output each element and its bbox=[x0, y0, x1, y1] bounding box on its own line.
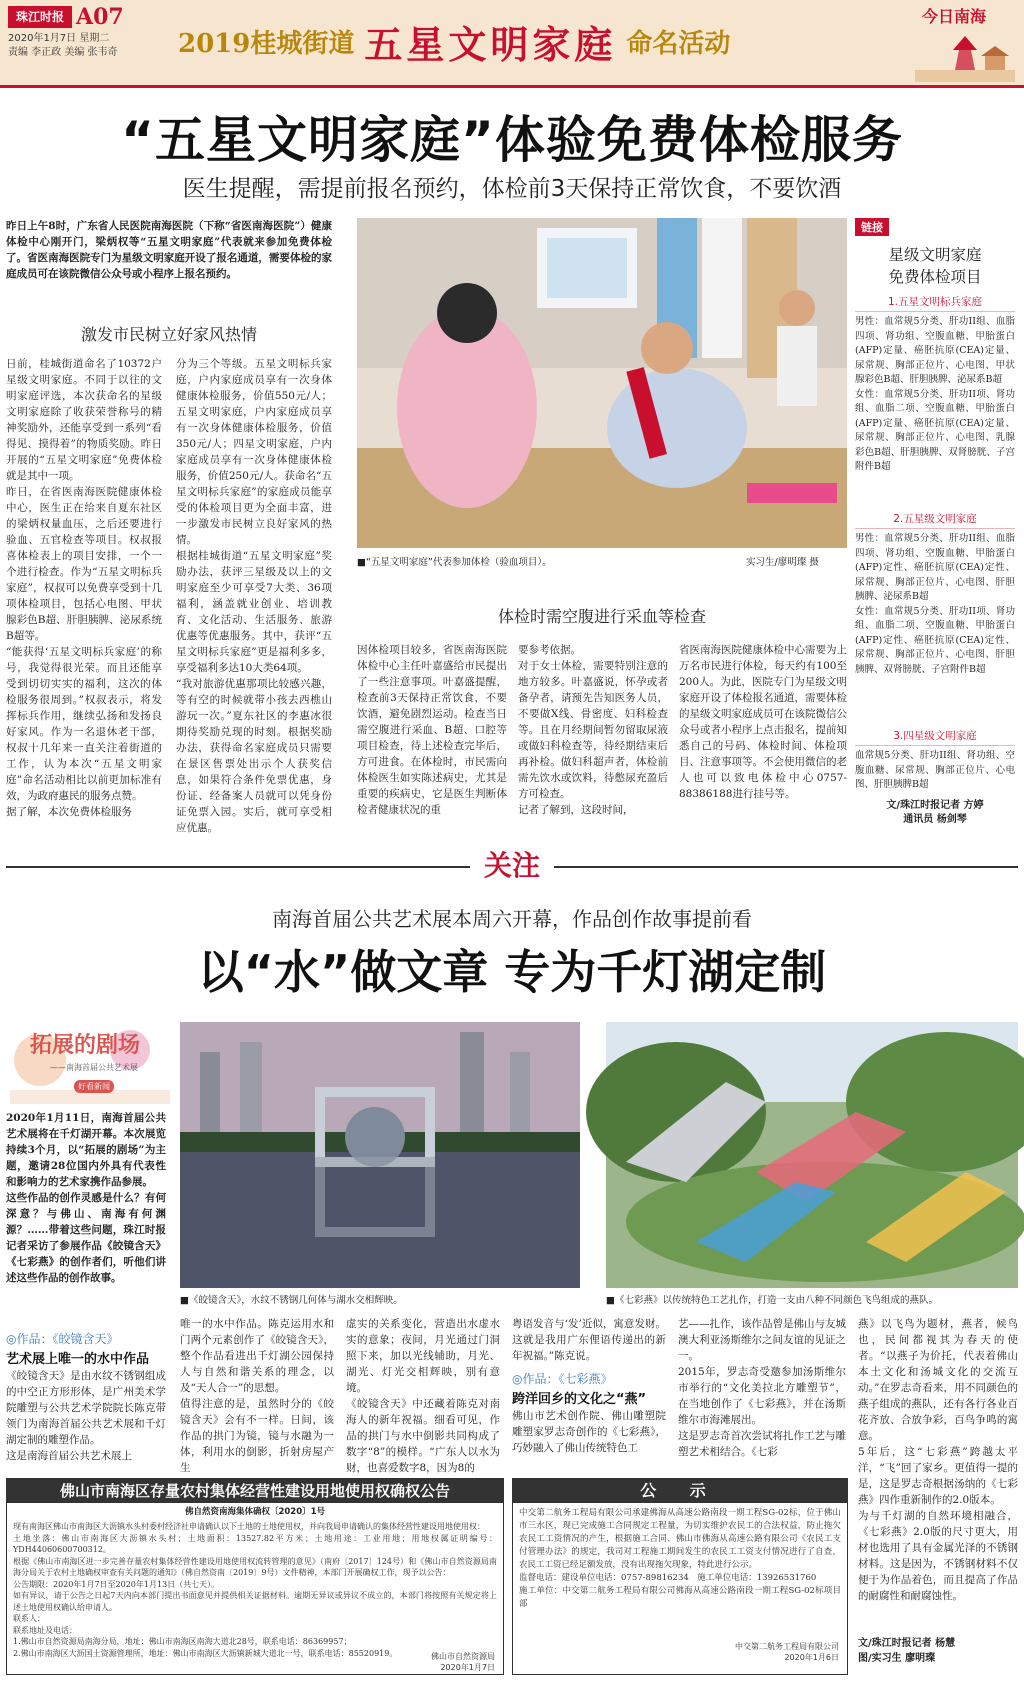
campaign-part1: 2019桂城街道 bbox=[178, 28, 355, 59]
notice1-title: 佛山市南海区存量农村集体经营性建设用地使用权确权公告 bbox=[7, 1479, 503, 1503]
campaign-part2: 五星文明家庭 bbox=[364, 21, 617, 67]
section1-title: 激发市民树立好家风热情 bbox=[80, 325, 257, 344]
wage-notice bbox=[512, 1478, 848, 1675]
notice1-doc-no: 佛自然资南海集体确权〔2020〕1号 bbox=[184, 1507, 326, 1517]
sidebar-link bbox=[855, 216, 1015, 825]
section-name: 今日南海 bbox=[922, 7, 987, 26]
article2-intro: 2020年1月11日，南海首届公共艺术展将在千灯湖开幕。本次展览持续3个月，以“拓展的剧场”为主题，邀请28位国内外具有代表性和影响力的艺术家携作品参展。 这些作品的创作灵感是什么？有何深意？与佛山、南海有何渊源？……带着这些问题，珠江时报记者采访了参展作品《皎镜含天》《七彩燕》的创作者们，听他们讲述这些作品的创作故事。 bbox=[6, 1112, 166, 1284]
sidebar-cat1-text: 男性：血常规5分类、肝功II组、血脂四项、肾功组、空腹血糖、甲胎蛋白(AFP)定量、癌胚抗原(CEA)定量、尿常规、胸部正位片、心电图、甲状腺彩色B超、肝胆胰脾、泌尿系B超 女性：血常规5分类、肝功II项、肾功组、血脂二项、空腹血糖、甲胎蛋白(AFP)定量、癌胚抗原(CEA)定量、尿常规、胸部正位片、心电图、乳腺彩色B超、肝胆胰脾、双肾膀胱、子宫附件B超 bbox=[855, 316, 1015, 472]
article2-credit bbox=[858, 1636, 1018, 1666]
photo3-caption: ■《七彩燕》以传统特色工艺扎作，打造一支由八种不同颜色飞鸟组成的燕队。 bbox=[606, 1295, 938, 1306]
section2-col1: 因体检项目较多，省医南海医院体检中心主任叶嘉盛给市民提出了一些注意事项。叶嘉盛提醒，检查前3天保持正常饮食，不要饮酒，避免剧烈运动。检查当日需空腹进行采血、B超、口腔等项目检查，待上述检查完毕后，方可进食。在体检时，市民需向体检医生如实陈述病史，尤其是重要的疾病史，它是医生判断体检者健康状况的重 bbox=[357, 644, 507, 816]
article1-lead: 昨日上午8时，广东省人民医院南海医院（下称“省医南海医院”）健康体检中心刚开门，梁炳权等“五星文明家庭”代表就来参加免费体检了。省医南海医院专门为星级文明家庭开设了报名通道，需要体检的家庭成员可在该院微信公众号或小程序上报名预约。 bbox=[6, 220, 332, 280]
work1-title: 艺术展上唯一的水中作品 bbox=[6, 1352, 150, 1367]
notice2-body: 中交第二航务工程局有限公司承建佛海从高速公路南段一期工程SG-02标，位于佛山市三水区，现已完成施工合同规定工程量，为切实维护农民工的合法权益，防止拖欠农民工工资情况的产生，根据施工合同、佛山市佛海从高速公路有限公司《农民工支付管理办法》的规定，我司对工程施工期间发生的农民工工资支付情况进行了自查，农民工工资已经足额发放，没有出现拖欠现象，特此进行公示。 监督电话：建设单位电话：0757-89816234 施工单位电话：13926531760 施工单位：中交第二航务工程局有限公司佛海从高速公路南段一期工程SG-02标项目部 bbox=[519, 1508, 841, 1609]
photo1-credit: 实习生/廖明璨 摄 bbox=[746, 557, 819, 568]
sidebar-cat2: 2.五星级文明家庭 bbox=[855, 511, 1015, 529]
exhibition-logo-title: 拓展的剧场 bbox=[30, 1032, 141, 1058]
sidebar-cat3: 3.四星级文明家庭 bbox=[855, 728, 1015, 746]
work2-label: ◎作品：《七彩燕》 bbox=[512, 1372, 613, 1386]
sidebar-title-line1: 星级文明家庭 bbox=[888, 246, 982, 264]
newspaper-masthead: 珠江时报 bbox=[8, 6, 72, 28]
article2-subtitle: 南海首届公共艺术展本周六开幕，作品创作故事提前看 bbox=[272, 907, 752, 931]
checkup-photo-image bbox=[357, 218, 847, 548]
header-meta bbox=[8, 32, 118, 60]
jiaojing-photo-image bbox=[180, 1022, 580, 1288]
qicaiyan-photo bbox=[606, 1022, 1018, 1288]
work1-label: ◎作品：《皎镜含天》 bbox=[6, 1332, 119, 1346]
article2-credit-line1: 文/珠江时报记者 杨慧 bbox=[858, 1638, 956, 1649]
section1-col1: 日前，桂城街道命名了10372户星级文明家庭。不同于以往的文明家庭评选，本次获命名的星级文明家庭除了收获荣誉称号的精神奖励外，还能享受到一系列“看得见、摸得着”的物质奖励。昨日开展的“五星文明家庭”免费体检就是其中一项。 昨日，在省医南海医院健康体检中心，医生正在给来自夏东社区的梁炳权量血压，之后还要进行验血、五官检查等项目。权叔报喜体检表上的项目安排，一个一个进行检查。作为“五星文明标兵家庭”，权叔可以免费享受到十几项体检项目，包括心电图、甲状腺彩色B超、肝胆胰脾、泌尿系统B超等。 “能获得‘五星文明标兵家庭’的称号，我觉得很光荣。而且还能享受到切切实实的福利，这次的体检服务很周到。”权叔表示，将发挥标兵作用，继续弘扬和发扬良好家风。作为一名退休老干部，权叔十几年来一直关注着街道的工作，认为本次“五星文明家庭”命名活动相比以前更加标准有效，为政府惠民的服务点赞。 据了解，本次免费体检服务 bbox=[6, 358, 162, 818]
exhibition-logo-sub: ——南海首届公共艺术展 bbox=[50, 1063, 138, 1072]
jiaojing-photo bbox=[180, 1022, 580, 1288]
section1-col2: 分为三个等级。五星文明标兵家庭，户内家庭成员享有一次身体健康体检服务，价值550元/人；五星文明家庭，户内家庭成员享有一次身体健康体检服务，价值350元/人；四星文明家庭，户内家庭成员享有一次身体健康体检服务，价值250元/人。获命名“五星文明标兵家庭”的家庭成员能享受的体检项目更为全面丰富，进一步激发市民树立良好家风的热情。 根据桂城街道“五星文明家庭”奖励办法，获评三星级及以上的文明家庭至少可享受7大类、36项福利，涵盖就业创业、培训教育、文化活动、生活服务、旅游优惠等优惠服务。其中，获评“五星文明标兵家庭”更是福利多多，享受福利多达10大类64项。 “我对旅游优惠那项比较感兴趣，等有空的时候就带小孩去西樵山游玩一次。”夏东社区的李惠冰很期待奖励兑现的时刻。根据奖励办法，获得命名家庭成员只需要在景区售票处出示个人获奖信息，如果符合条件免票优惠，身份证、经备案人员就可以凭身份证免票入园。实后，就可享受相应优惠。 bbox=[176, 358, 332, 834]
editors: 责编 李正政 美编 张韦奇 bbox=[8, 47, 118, 58]
photo2-caption: ■《皎镜含天》，水纹不锈钢几何体与湖水交相辉映。 bbox=[180, 1295, 403, 1306]
sidebar-cat2-text: 男性：血常规5分类、肝功II组、血脂四项、肾功组、空腹血糖、甲胎蛋白(AFP)定性、癌胚抗原(CEA)定性、尿常规、胸部正位片、心电图、肝胆胰脾、泌尿系B超 女性：血常规5分类、肝功II项、肾功组、血脂二项、空腹血糖、甲胎蛋白(AFP)定性、癌胚抗原(CEA)定性、尿常规、胸部正位片、心电图、肝胆胰脾、双肾膀胱、子宫附件B超 bbox=[855, 533, 1015, 675]
sidebar-credit-line2: 通讯员 杨剑琴 bbox=[903, 814, 967, 825]
sidebar-cat3-text: 血常规5分类、肝功II组、肾功组、空腹血糖、尿常规、胸部正位片、心电图、肝胆胰脾B超 bbox=[855, 750, 1015, 790]
article1-subtitle: 医生提醒，需提前报名预约，体检前3天保持正常饮食，不要饮酒 bbox=[182, 176, 842, 202]
land-rights-notice bbox=[6, 1478, 504, 1675]
notice2-sign-org: 中交第二航务工程局有限公司 bbox=[735, 1642, 839, 1651]
article2-col6: 燕》以飞鸟为题材，燕者，候鸟也，民间都视其为春天的使者。“以燕子为价托，代表着佛山本土文化和汤城文化的交流互动。”在罗志奇看来，用不同颜色的燕子组成的燕队，还有各行各业百花齐放、合放争彩，百鸟争鸣的寓意。 5年后，这“七彩燕”跨越太平洋，“飞”回了家乡。更值得一提的是，这是罗志奇根据汤纳的《七彩燕》四作重新制作的2.0版本。 为与千灯湖的自然环境相融合，《七彩燕》2.0版的尺寸更大，用材也选用了具有金属光泽的不锈钢材料。这是因为，不锈钢材料不仅便于为作品着色，而且提高了作品的耐腐性和耐腐蚀性。 bbox=[858, 1318, 1018, 1602]
notice1-sign-org: 佛山市自然资源局 bbox=[431, 1652, 495, 1661]
article2-col4: 粤语发音与‘发’近似，寓意发财。这就是我用广东俚语传递出的新年祝福。”陈克说。 bbox=[512, 1318, 666, 1362]
section2-title: 体检时需空腹进行采血等检查 bbox=[497, 607, 706, 626]
sidebar-cat1: 1.五星文明标兵家庭 bbox=[855, 294, 1015, 312]
sidebar-title bbox=[855, 244, 1015, 288]
sidebar-title-line2: 免费体检项目 bbox=[888, 268, 982, 286]
article2-credit-line2: 图/实习生 廖明璨 bbox=[858, 1653, 936, 1664]
exhibition-logo-tag: 好看新闻 bbox=[74, 1080, 114, 1093]
pagoda-decoration-icon bbox=[915, 30, 1015, 82]
sidebar-credit-line1: 文/珠江时报记者 方婷 bbox=[886, 800, 984, 811]
campaign-banner bbox=[178, 16, 730, 66]
article2-col2: 唯一的水中作品。陈克运用水和门两个元素创作了《皎镜含天》，整个作品看进出千灯湖公园保持人与自然和谐关系的理念，以及“天人合一”的思想。 值得注意的是，虽然时分的《皎镜含天》会有不一样。日间，该作品的拱门为镜，镜与水融为一体，利用水的倒影，折射房屋产生 bbox=[180, 1318, 334, 1474]
checkup-photo bbox=[357, 218, 847, 548]
article2-title: 以“水”做文章 专为千灯湖定制 bbox=[197, 945, 827, 999]
article2-col4b: 佛山市艺术创作院、佛山雕塑院雕塑家罗志奇创作的《七彩燕》，巧妙融入了佛山传统特色工 bbox=[512, 1410, 666, 1454]
link-tag: 链接 bbox=[855, 218, 889, 236]
notice1-sign-date: 2020年1月7日 bbox=[440, 1663, 495, 1672]
issue-date: 2020年1月7日 星期二 bbox=[8, 33, 110, 44]
section2-col2: 要参考依据。 对于女士体检，需要特别注意的地方较多。叶嘉盛说，怀孕或者备孕者，请预先告知医务人员，不要做X线、骨密度、妇科检查等。且在月经期间暂勿留取尿液或做妇科检查等，待经期结束后再补检。做妇科超声者，体检前需先饮水或饮料，待憋尿充盈后方可检查。 记者了解到，这段时间， bbox=[518, 644, 668, 816]
sidebar-credit bbox=[855, 799, 1015, 827]
article2-col3: 虚实的关系变化，营造出水虚水实的意象；夜间，月光通过门洞照下来，加以光线辅助，月光、湖光、灯光交相辉映，别有意境。 《皎镜含天》中还藏着陈克对南海人的新年祝福。细看可见，作品的拱门与水中倒影共同构成了数字“8”的模样。“广东人以水为财，也喜爱数字8，因为8的 bbox=[346, 1318, 500, 1474]
section2-col3: 省医南海医院健康体检中心需要为上万名市民进行体检，每天约有100至200人。为此，医院专门为星级文明家庭开设了体检报名通道，需要体检的星级文明家庭成员可在该院微信公众号或者小程序上点击报名，提前知悉自己的号码、体检时间、体检项目、注意事项等。不会使用微信的老人也可以致电体检中心0757-88386188进行挂号等。 bbox=[679, 644, 847, 800]
photo1-caption: ■“五星文明家庭”代表参加体检（验血项目）。 bbox=[357, 557, 552, 568]
notice1-body: 现有南海区佛山市南海区大沥镇水头村委村经济社申请确认以下土地的土地使用权，并向我局申请确认的集体经营性建设用地使用权： 土地坐落：佛山市南海区大沥镇水头村；土地面积：13527.82平方米；土地用途：工业用地；用地权属证明编号：YDH44060600700312。 根据《佛山市南海区进一步完善存量农村集体经营性建设用地使用权流转管理的意见》（南府〔2017〕124号）和《佛山市自然资源局南海分局关于农村土地确权审查有关问题的通知》（佛自然资南〔2019〕9号）文件精神，本部门开展确权工作，现予以公告： 公告期限：2020年1月7日至2020年1月13日（共七天）。 如有异议，请于公告之日起7天内向本部门提出书面意见并提供相关证据材料。逾期无异议或异议不成立的，本部门将按照有关规定将上述土地使用权确认给申请人。 联系人： 联系地址及电话： 1.佛山市自然资源局南海分局，地址：佛山市南海区南海大道北28号，联系电话：86369957； 2.佛山市南海区大沥国土资源管理所，地址：佛山市南海区大沥镇新城大道北一号，联系电话：85520919。 bbox=[13, 1522, 497, 1658]
page-number: A07 bbox=[76, 4, 124, 30]
article1-title: “五星文明家庭”体验免费体检服务 bbox=[121, 111, 903, 169]
campaign-part3: 命名活动 bbox=[626, 28, 731, 59]
work2-title: 跨洋回乡的文化之“燕” bbox=[512, 1392, 647, 1407]
notice2-sign-date: 2020年1月6日 bbox=[784, 1653, 839, 1662]
exhibition-logo bbox=[10, 1020, 170, 1104]
work1-text: 《皎镜含天》是由水纹不锈钢组成的中空正方形形体，是广州美术学院雕塑与公共艺术学院院长陈克带领门为南海首届公共艺术展和千灯湖定制的雕塑作品。 这是南海首届公共艺术展上 bbox=[6, 1370, 166, 1462]
article2-col5: 艺——扎作，该作品曾是佛山与友城澳大利亚汤斯维尔之间友谊的见证之一。 2015年，罗志奇受邀参加汤斯维尔市举行的“文化美拉北方雕塑节”，在当地创作了《七彩燕》，并在汤斯维尔市海滩展出。 这是罗志奇首次尝试将扎作工艺与雕塑艺术相结合。《七彩 bbox=[678, 1318, 846, 1458]
qicaiyan-photo-image bbox=[606, 1022, 1018, 1288]
notice2-title: 公 示 bbox=[513, 1479, 847, 1503]
focus-label: 关注 bbox=[470, 848, 554, 884]
